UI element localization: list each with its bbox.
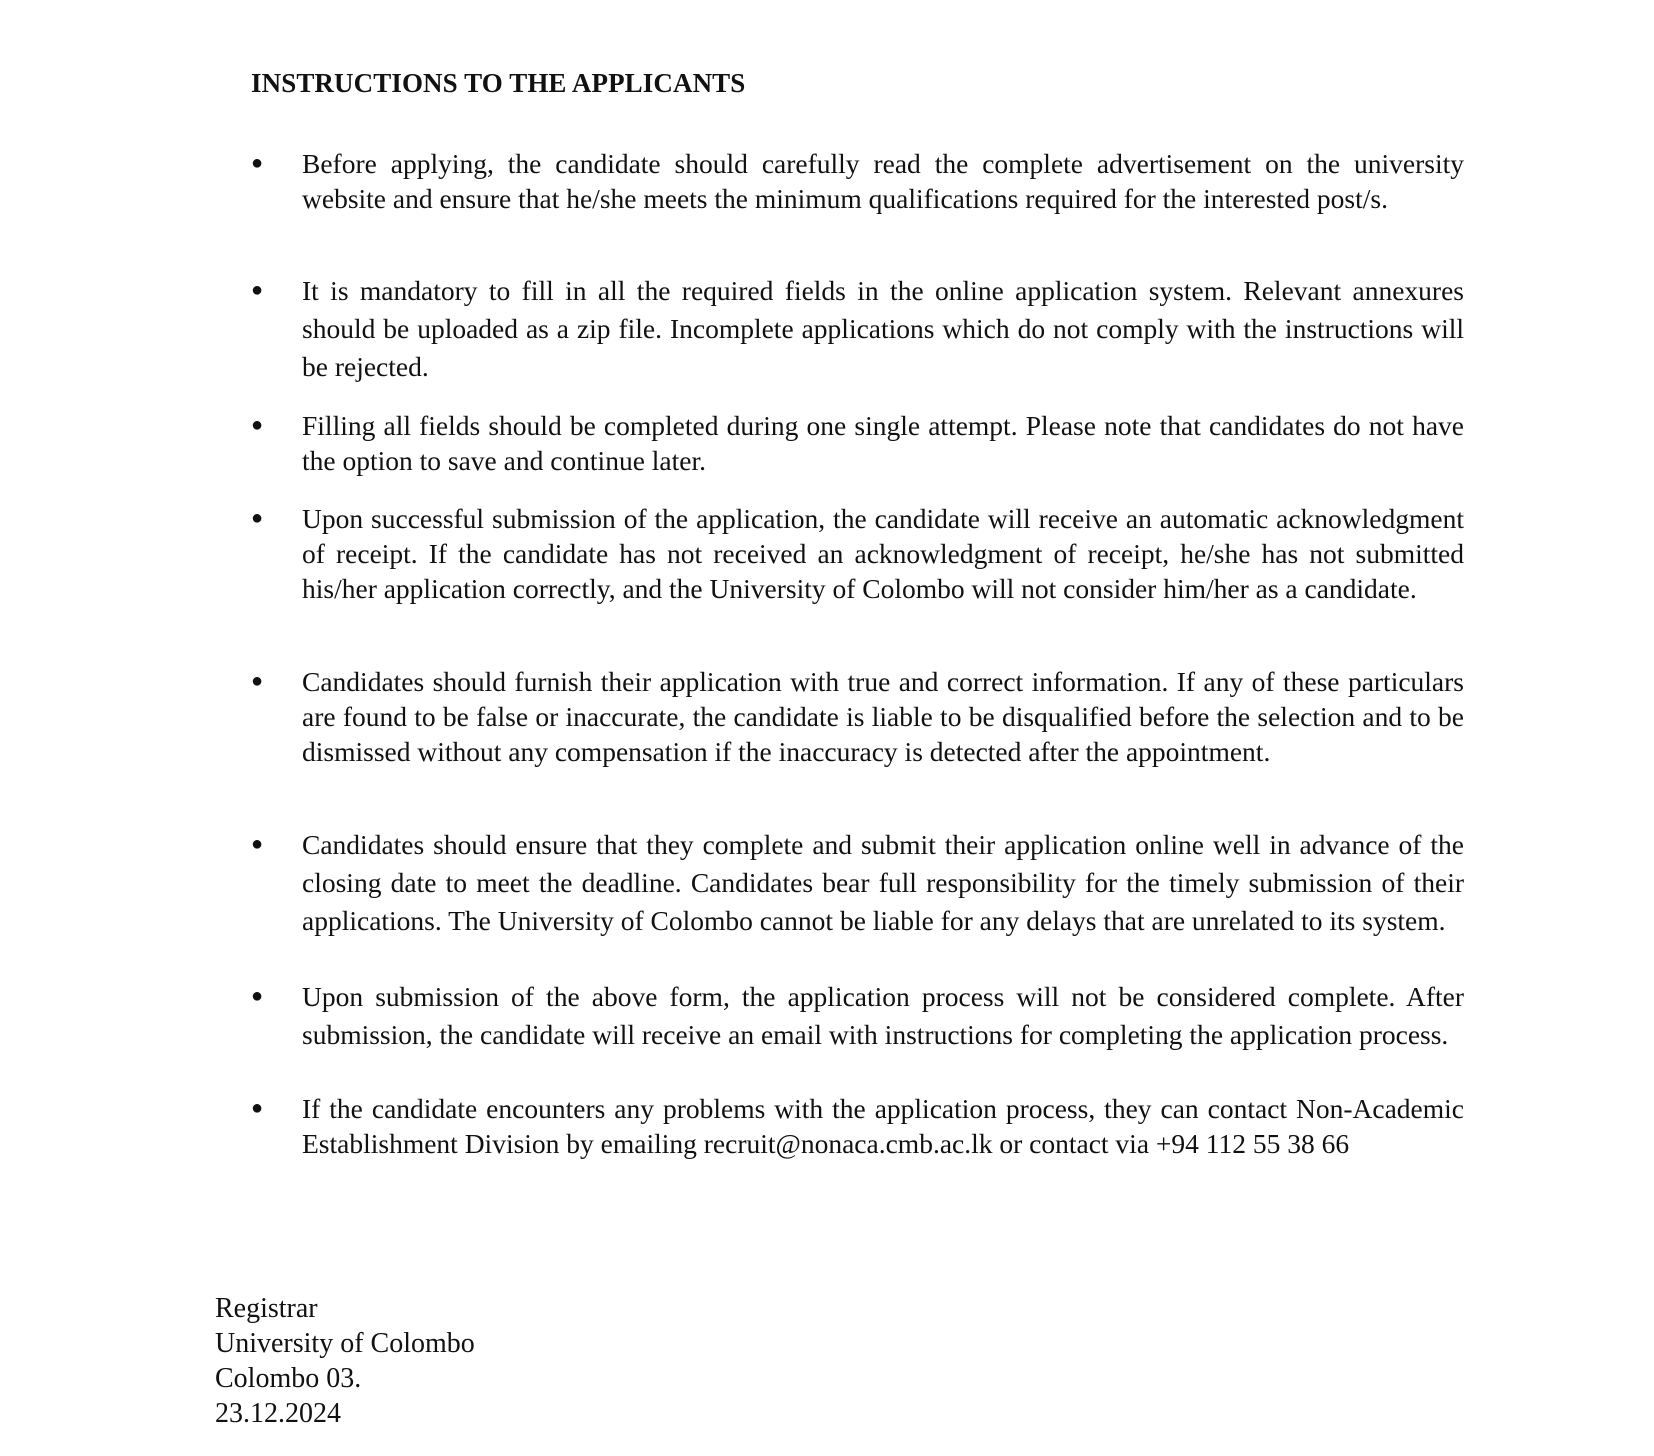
signature-city: Colombo 03. (215, 1363, 362, 1394)
instruction-item (251, 272, 1464, 386)
instruction-item (251, 978, 1464, 1092)
bullet-icon: ● (251, 833, 264, 855)
instruction-item (251, 1091, 1464, 1196)
bullet-icon: ● (251, 985, 264, 1007)
instruction-text: Filling all fields should be completed during one single attempt. Please note that candidates do not have the option to save and continue later. (302, 410, 1464, 476)
bullet-icon: ● (251, 1097, 264, 1119)
bullet-icon: ● (251, 507, 264, 529)
page-title: INSTRUCTIONS TO THE APPLICANTS (251, 68, 746, 98)
signature-date: 23.12.2024 (215, 1398, 341, 1429)
instruction-text: Candidates should ensure that they complete and submit their application online well in advance of the closing date to meet the deadline. Candidates bear full responsibility for the timely submission of their applications. The University of Colombo cannot be liable for any delays that are unrelated to its system. (302, 829, 1464, 936)
instruction-item (251, 501, 1464, 641)
bullet-icon: ● (251, 414, 264, 436)
instruction-text: Upon submission of the above form, the application process will not be considered complete. After submission, the candidate will receive an email with instructions for completing the application process. (302, 981, 1464, 1050)
instruction-text: Before applying, the candidate should carefully read the complete advertisement on the university website and ensure that he/she meets the minimum qualifications required for the interested post/s. (302, 148, 1464, 214)
instruction-item (251, 664, 1464, 804)
signature-institution: University of Colombo (215, 1328, 475, 1359)
instruction-text: Upon successful submission of the application, the candidate will receive an automatic acknowledgment of receipt. If the candidate has not received an acknowledgment of receipt, he/she has not submitted his/her application correctly, and the University of Colombo will not consider him/her as a candidate. (302, 503, 1464, 604)
bullet-icon: ● (251, 279, 264, 301)
instruction-text: It is mandatory to fill in all the required fields in the online application system. Relevant annexures should be uploaded as a zip file. Incomplete applications which do not comply with the instructions will be rejected. (302, 275, 1464, 382)
instruction-item (251, 826, 1464, 978)
bullet-icon: ● (251, 152, 264, 174)
signature-block (215, 1291, 475, 1431)
instruction-item (251, 146, 1464, 251)
instruction-text: If the candidate encounters any problems with the application process, they can contact Non-Academic Establishment Division by emailing recruit@nonaca.cmb.ac.lk or contact via +94 112 55 38 66 (302, 1093, 1464, 1159)
instruction-item (251, 408, 1464, 478)
signature-role: Registrar (215, 1293, 318, 1324)
instruction-text: Candidates should furnish their application with true and correct information. If any of these particulars are found to be false or inaccurate, the candidate is liable to be disqualified before the selection and to be dismissed without any compensation if the inaccuracy is detected after the appointment. (302, 666, 1464, 767)
bullet-icon: ● (251, 670, 264, 692)
